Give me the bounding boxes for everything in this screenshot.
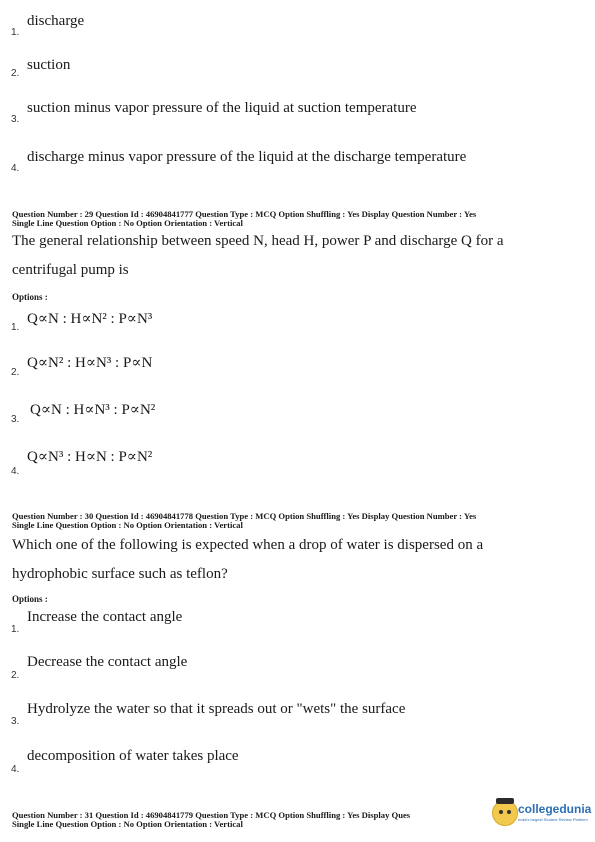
question-meta: Single Line Question Option : No Option Orientation : Vertical [12, 218, 243, 228]
option-text: Decrease the contact angle [27, 654, 188, 670]
option-text: Q∝N² : H∝N³ : P∝N [27, 355, 153, 371]
option-text: Increase the contact angle [27, 609, 183, 625]
option-number: 4. [11, 764, 20, 775]
option-text: Q∝N : H∝N³ : P∝N² [30, 402, 156, 418]
option-number: 1. [11, 27, 20, 38]
option-text: suction minus vapor pressure of the liquid at suction temperature [27, 100, 417, 116]
mascot-icon [492, 800, 518, 826]
option-text: discharge minus vapor pressure of the liquid at the discharge temperature [27, 149, 467, 165]
options-label: Options : [12, 292, 48, 302]
option-number: 4. [11, 163, 20, 174]
option-number: 1. [11, 624, 20, 635]
option-number: 3. [11, 414, 20, 425]
option-number: 1. [11, 322, 20, 333]
question-text: centrifugal pump is [12, 262, 129, 278]
option-text: Hydrolyze the water so that it spreads out or "wets" the surface [27, 701, 406, 717]
option-number: 2. [11, 670, 20, 681]
option-text: Q∝N³ : H∝N : P∝N² [27, 449, 153, 465]
option-text: discharge [27, 13, 85, 29]
logo-name: collegedunia [518, 802, 592, 816]
question-text: Which one of the following is expected when a drop of water is dispersed on a [12, 537, 484, 553]
question-text: hydrophobic surface such as teflon? [12, 566, 228, 582]
option-number: 2. [11, 68, 20, 79]
option-text: suction [27, 57, 71, 73]
question-meta: Question Number : 31 Question Id : 46904841779 Question Type : MCQ Option Shuffling : Yes Display Ques [12, 810, 411, 820]
question-meta: Single Line Question Option : No Option Orientation : Vertical [12, 520, 243, 530]
option-number: 4. [11, 466, 20, 477]
option-number: 3. [11, 114, 20, 125]
logo-tagline: India's largest Student Review Platform [518, 817, 588, 822]
question-text: The general relationship between speed N, head H, power P and discharge Q for a [12, 233, 504, 249]
option-number: 3. [11, 716, 20, 727]
options-label: Options : [12, 594, 48, 604]
question-meta: Single Line Question Option : No Option Orientation : Vertical [12, 819, 243, 829]
question-meta: Question Number : 29 Question Id : 46904841777 Question Type : MCQ Option Shuffling : Yes Display Question Number : Yes [12, 209, 477, 219]
option-text: Q∝N : H∝N² : P∝N³ [27, 311, 153, 327]
collegedunia-logo [492, 800, 595, 830]
question-meta: Question Number : 30 Question Id : 46904841778 Question Type : MCQ Option Shuffling : Yes Display Question Number : Yes [12, 511, 477, 521]
option-number: 2. [11, 367, 20, 378]
option-text: decomposition of water takes place [27, 748, 239, 764]
